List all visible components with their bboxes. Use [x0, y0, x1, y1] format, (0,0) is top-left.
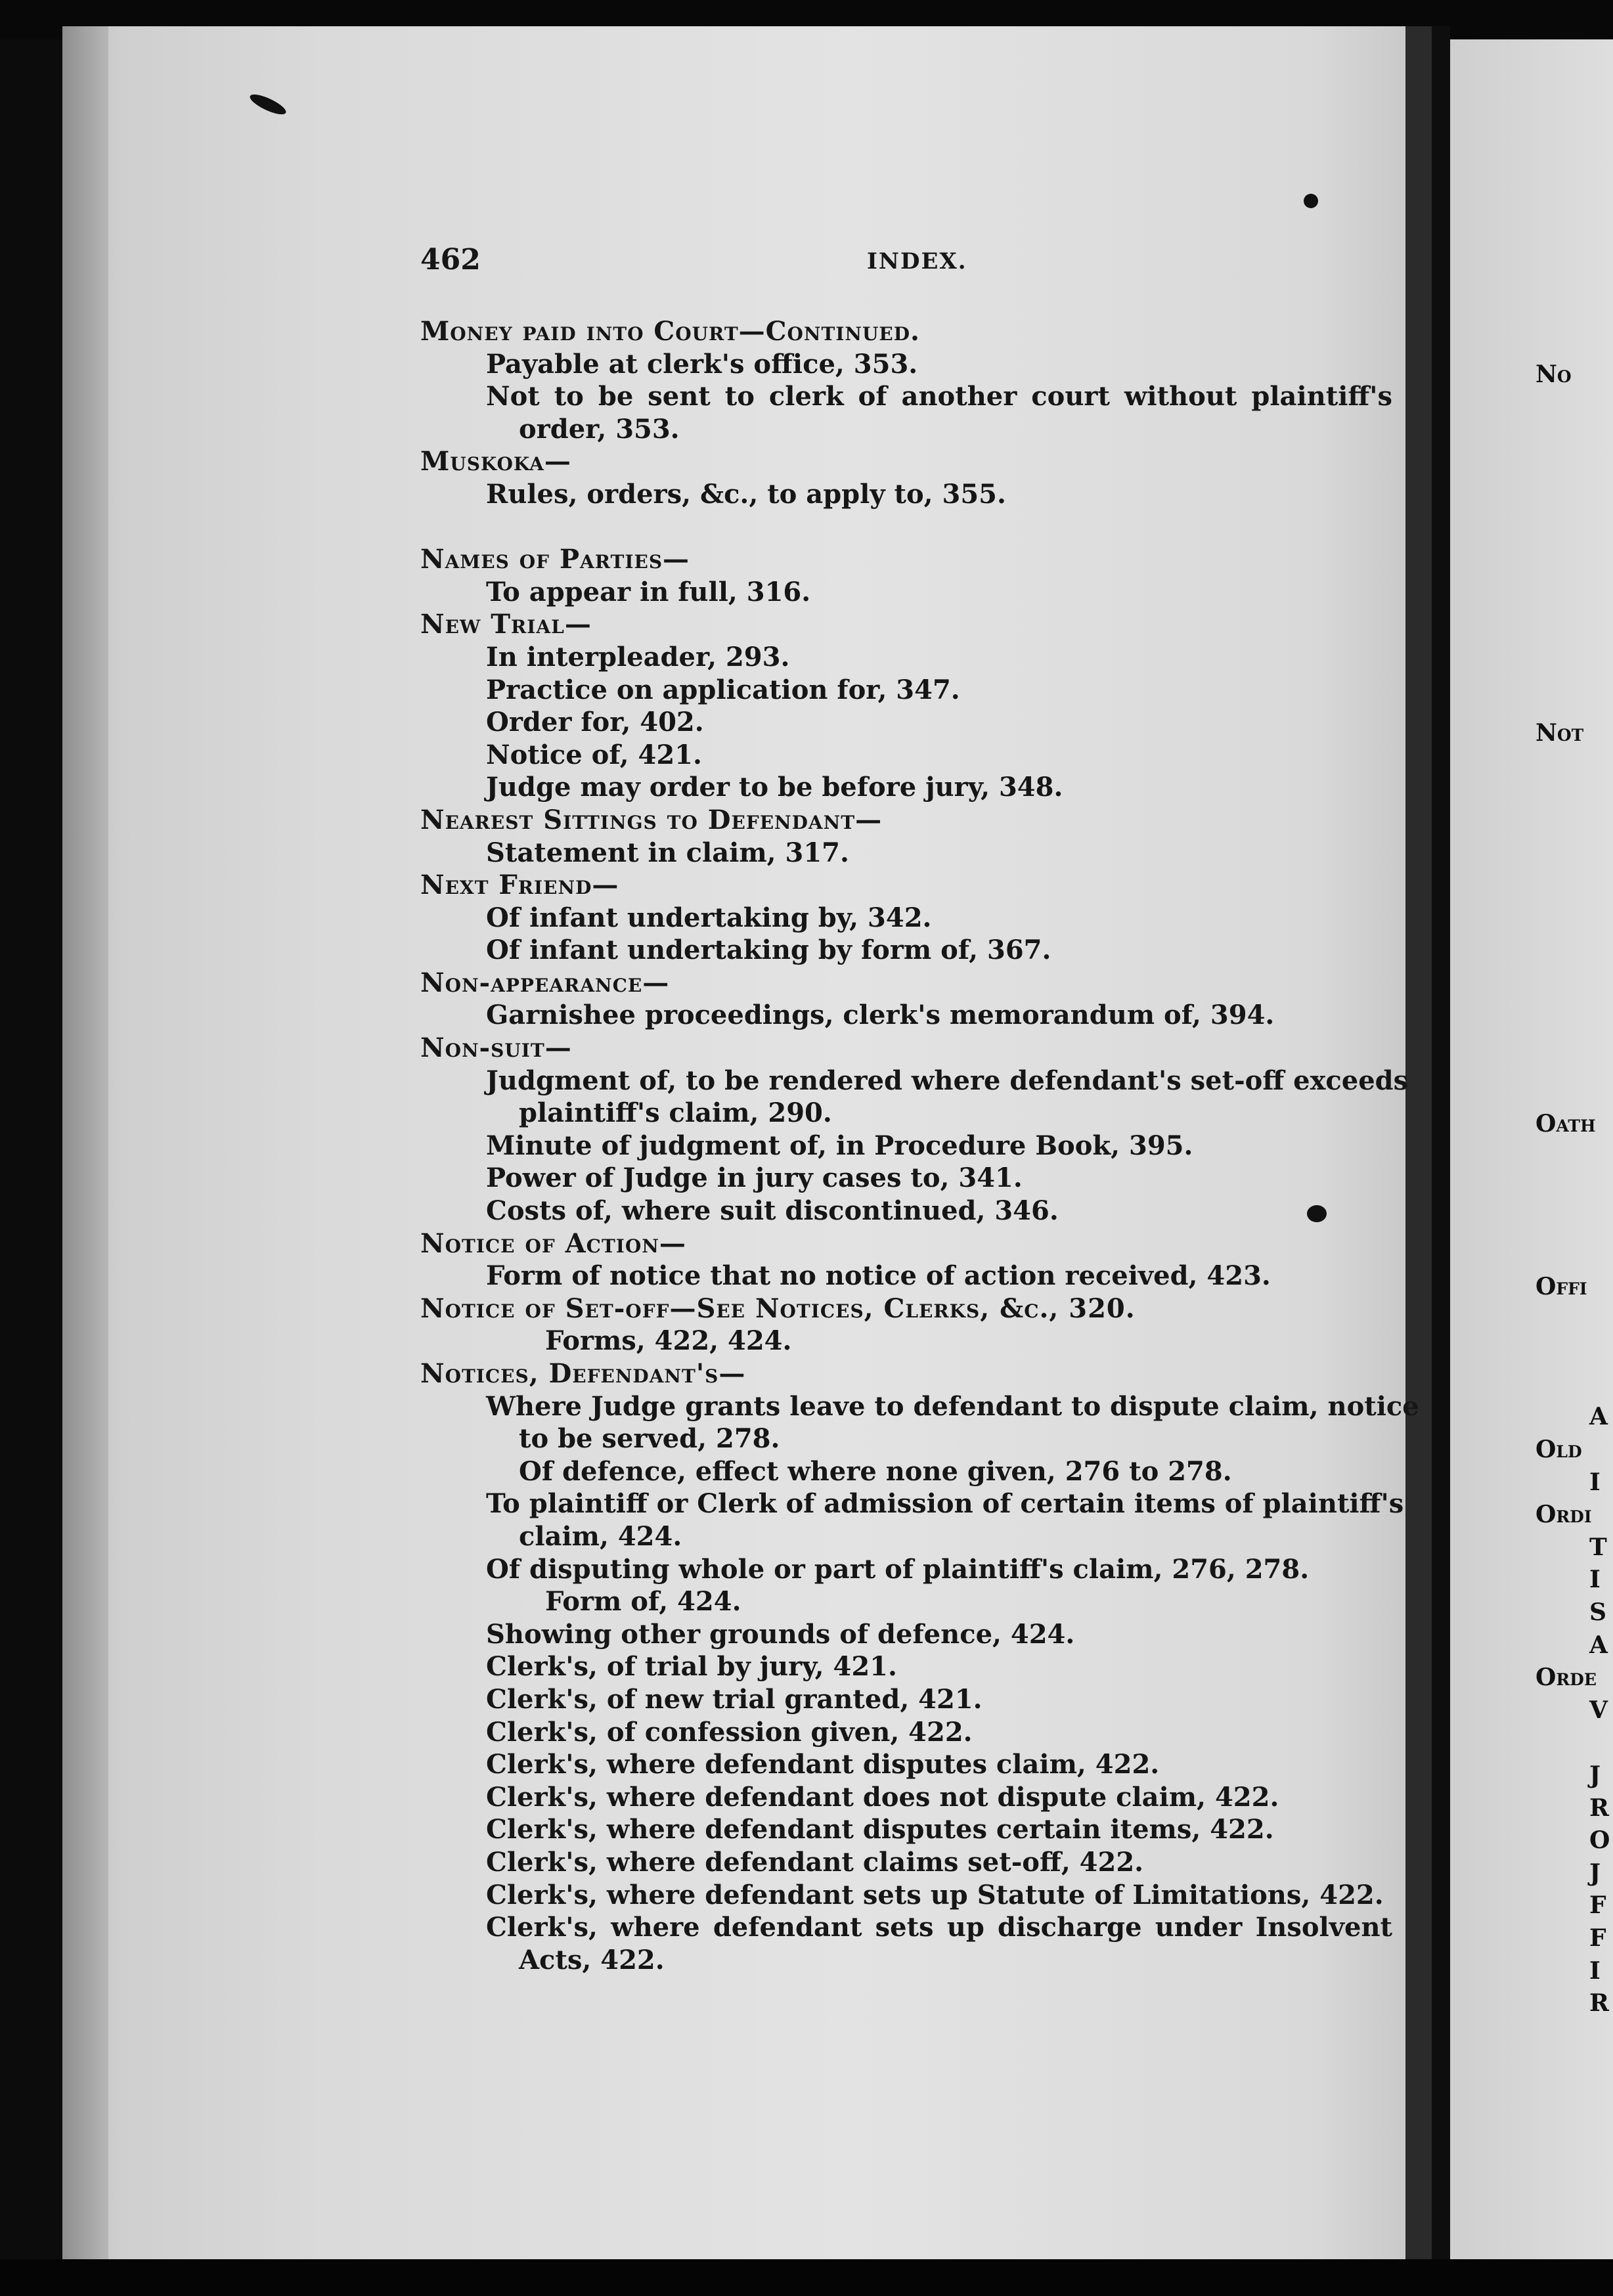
index-subentry: Showing other grounds of defence, 424.: [486, 1618, 1075, 1650]
facing-page-fragment: J: [1589, 1859, 1601, 1887]
facing-page-fragment: J: [1589, 1761, 1601, 1789]
index-subentry: Clerk's, where defendant disputes claim, 422.: [486, 1749, 1160, 1780]
facing-page-fragment: F: [1589, 1924, 1606, 1952]
index-subentry: Practice on application for, 347.: [486, 674, 960, 705]
index-subentry: Of infant undertaking by, 342.: [486, 902, 932, 933]
facing-page-fragment: V: [1589, 1696, 1608, 1724]
index-subentry: claim, 424.: [519, 1520, 682, 1552]
index-subentry: Clerk's, where defendant claims set-off, 422.: [486, 1846, 1144, 1878]
index-heading: Money paid into Court—Continued.: [420, 316, 920, 347]
book-gutter-dark: [1432, 26, 1450, 2272]
facing-page-fragment: I: [1589, 1956, 1601, 1985]
index-subentry: Clerk's, of confession given, 422.: [486, 1716, 973, 1748]
scan-speck: [1307, 1205, 1327, 1222]
scan-border-bottom: [0, 2259, 1613, 2296]
index-subentry: Clerk's, where defendant sets up discharge under Insolvent: [486, 1912, 1392, 1943]
index-subentry: Power of Judge in jury cases to, 341.: [486, 1162, 1023, 1194]
index-heading: Notice of Action—: [420, 1227, 686, 1259]
index-subentry: Judgment of, to be rendered where defendant's set-off exceeds: [486, 1065, 1409, 1096]
facing-page-fragment: A: [1589, 1403, 1608, 1431]
facing-page-fragment: S: [1589, 1599, 1606, 1626]
index-subentry: Minute of judgment of, in Procedure Book, 395.: [486, 1130, 1193, 1161]
index-heading: New Trial—: [420, 609, 592, 640]
index-subentry: To plaintiff or Clerk of admission of certain items of plaintiff's: [486, 1488, 1404, 1520]
facing-page-fragment: R: [1589, 1794, 1609, 1822]
index-subentry: order, 353.: [519, 413, 680, 445]
index-subentry: Clerk's, where defendant sets up Statute of Limitations, 422.: [486, 1879, 1384, 1910]
blank-line: [420, 511, 1392, 544]
index-heading: Names of Parties—: [420, 544, 690, 575]
index-subentry: Judge may order to be before jury, 348.: [486, 772, 1063, 803]
running-title: INDEX.: [867, 248, 967, 275]
index-subentry: to be served, 278.: [519, 1423, 780, 1455]
index-heading: Non-suit—: [420, 1032, 572, 1064]
index-heading: Next Friend—: [420, 870, 619, 901]
index-subentry: Costs of, where suit discontinued, 346.: [486, 1195, 1059, 1227]
facing-page-fragment: T: [1589, 1533, 1607, 1561]
index-heading: Notice of Set-off—See Notices, Clerks, &c., 320.: [420, 1292, 1136, 1324]
index-subentry: Form of, 424.: [545, 1586, 741, 1618]
facing-page-fragment: R: [1589, 1989, 1609, 2018]
index-subentry: Form of notice that no notice of action received, 423.: [486, 1260, 1271, 1292]
index-heading: Non-appearance—: [420, 967, 670, 998]
index-subentry: Statement in claim, 317.: [486, 837, 849, 868]
facing-page-fragment: Oath: [1536, 1110, 1596, 1137]
index-subentry: Order for, 402.: [486, 707, 704, 738]
index-subentry: plaintiff's claim, 290.: [519, 1097, 832, 1129]
index-subentry: Forms, 422, 424.: [545, 1325, 792, 1357]
facing-page-fragment: Ordi: [1536, 1501, 1592, 1529]
index-heading: Muskoka—: [420, 446, 571, 477]
facing-page-fragment: Orde: [1536, 1664, 1597, 1692]
index-subentry: Clerk's, where defendant disputes certain items, 422.: [486, 1814, 1274, 1845]
book-page-right: [1450, 39, 1613, 2259]
page-number: 462: [420, 243, 481, 276]
facing-page-fragment: Not: [1536, 718, 1584, 747]
index-heading: Nearest Sittings to Defendant—: [420, 804, 883, 835]
index-subentry: Of infant undertaking by form of, 367.: [486, 935, 1051, 966]
scan-speck: [1304, 194, 1318, 208]
index-subentry: Clerk's, where defendant does not dispute claim, 422.: [486, 1781, 1279, 1813]
index-subentry: Clerk's, of trial by jury, 421.: [486, 1651, 897, 1683]
facing-page-fragment: No: [1536, 361, 1572, 389]
index-subentry: Clerk's, of new trial granted, 421.: [486, 1683, 983, 1715]
facing-page-fragment: Offi: [1536, 1273, 1587, 1300]
book-gutter: [1405, 26, 1432, 2272]
facing-page-fragment: Old: [1536, 1436, 1582, 1463]
index-subentry: Rules, orders, &c., to apply to, 355.: [486, 478, 1006, 510]
facing-page-fragment: I: [1589, 1566, 1601, 1594]
index-heading: Notices, Defendant's—: [420, 1358, 746, 1389]
index-subentry: Acts, 422.: [519, 1944, 665, 1976]
page-header: [420, 243, 1392, 282]
index-subentry: Notice of, 421.: [486, 739, 702, 770]
facing-page-fragment: O: [1589, 1826, 1610, 1855]
page-binding-shadow: [62, 26, 108, 2272]
index-subentry: Payable at clerk's office, 353.: [486, 348, 918, 380]
index-entries: [420, 315, 1419, 1976]
index-subentry: To appear in full, 316.: [486, 576, 811, 607]
index-subentry: Where Judge grants leave to defendant to dispute claim, notice: [486, 1390, 1419, 1422]
facing-page-fragment: I: [1589, 1468, 1601, 1496]
index-subentry: Of disputing whole or part of plaintiff's claim, 276, 278.: [486, 1553, 1310, 1585]
facing-page-fragment: F: [1589, 1891, 1606, 1920]
index-subentry: Garnishee proceedings, clerk's memorandum of, 394.: [486, 1000, 1275, 1031]
index-subentry: In interpleader, 293.: [486, 641, 790, 673]
facing-page-fragment: A: [1589, 1631, 1608, 1659]
index-subentry: Not to be sent to clerk of another court without plaintiff's: [486, 381, 1392, 412]
index-subentry: Of defence, effect where none given, 276 to 278.: [519, 1455, 1232, 1487]
